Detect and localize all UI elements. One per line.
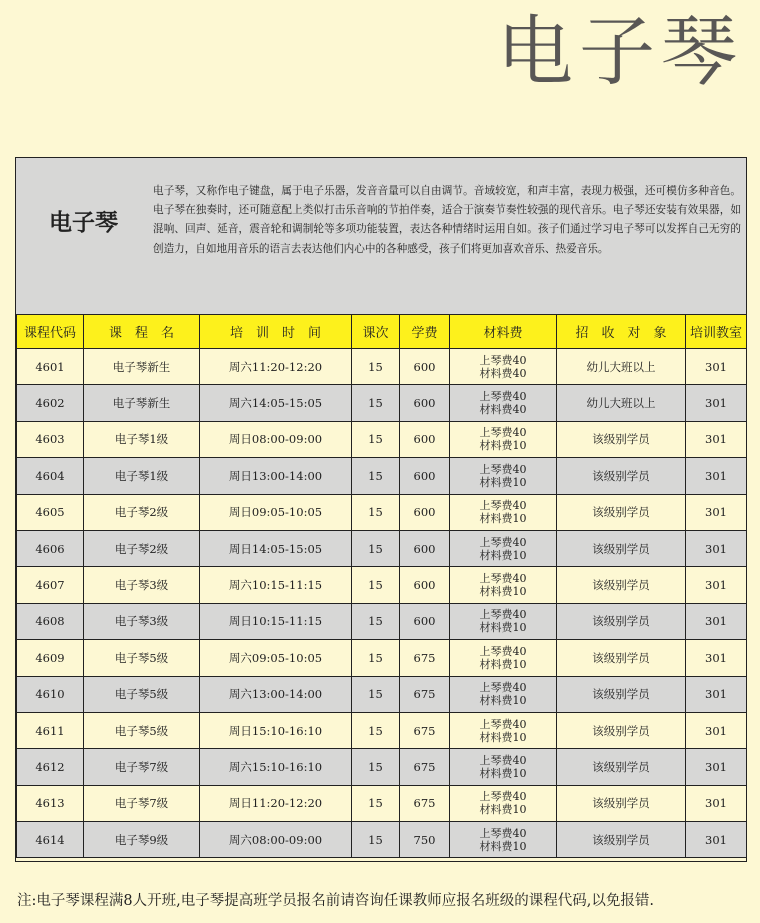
cell-tuition: 600	[400, 458, 450, 494]
cell-course-code: 4607	[17, 567, 84, 603]
table-row	[17, 603, 747, 639]
cell-course-name: 电子琴5级	[84, 676, 200, 712]
cell-material-fee	[450, 385, 557, 421]
cell-tuition: 600	[400, 567, 450, 603]
intro-description: 电子琴，又称作电子键盘，属于电子乐器，发音音量可以自由调节。音域较宽，和声丰富，表现力极强，还可模仿多种音色。电子琴在独奏时，还可随意配上类似打击乐音响的节拍伴奏，适合于演奏节奏性较强的现代音乐。电子琴还安装有效果器，如混响、回声、延音，震音轮和调制轮等多项功能装置，表达各种情绪时运用自如。孩子们通过学习电子琴可以发挥自己无穷的创造力，自如地用音乐的语言去表达他们内心中的各种感受，孩子们将更加喜欢音乐、热爱音乐。	[153, 185, 741, 255]
cell-classroom: 301	[686, 421, 747, 457]
piano-fee-line: 上琴费40	[479, 826, 527, 840]
cell-tuition: 600	[400, 494, 450, 530]
material-fee-line: 材料费40	[479, 366, 527, 380]
cell-classroom: 301	[686, 822, 747, 858]
piano-fee-line: 上琴费40	[479, 426, 527, 440]
cell-target: 该级别学员	[557, 494, 686, 530]
table-header-row	[17, 315, 747, 349]
cell-training-time: 周日14:05-15:05	[200, 530, 352, 566]
cell-classroom: 301	[686, 458, 747, 494]
cell-training-time: 周六14:05-15:05	[200, 385, 352, 421]
table-row	[17, 385, 747, 421]
piano-fee-line: 上琴费40	[479, 608, 527, 622]
cell-course-name: 电子琴新生	[84, 349, 200, 385]
intro-section	[16, 158, 746, 315]
cell-classroom: 301	[686, 385, 747, 421]
cell-classroom: 301	[686, 603, 747, 639]
cell-training-time: 周六10:15-11:15	[200, 567, 352, 603]
table-row	[17, 785, 747, 821]
cell-course-code: 4603	[17, 421, 84, 457]
course-table	[16, 314, 747, 858]
piano-fee-line: 上琴费40	[479, 390, 527, 404]
cell-training-time: 周六11:20-12:20	[200, 349, 352, 385]
header-target: 招 收 对 象	[557, 315, 686, 349]
cell-sessions: 15	[352, 749, 400, 785]
cell-material-fee	[450, 458, 557, 494]
header-course-name: 课 程 名	[84, 315, 200, 349]
piano-fee-line: 上琴费40	[479, 717, 527, 731]
cell-target: 该级别学员	[557, 421, 686, 457]
material-fee-line: 材料费10	[479, 475, 527, 489]
cell-course-code: 4614	[17, 822, 84, 858]
piano-fee-line: 上琴费40	[479, 462, 527, 476]
cell-material-fee	[450, 712, 557, 748]
cell-course-name: 电子琴7级	[84, 749, 200, 785]
cell-sessions: 15	[352, 712, 400, 748]
table-body	[17, 349, 747, 858]
cell-material-fee	[450, 785, 557, 821]
material-fee-line: 材料费10	[479, 439, 527, 453]
cell-classroom: 301	[686, 567, 747, 603]
cell-classroom: 301	[686, 712, 747, 748]
course-panel	[15, 157, 747, 862]
table-row	[17, 421, 747, 457]
cell-course-code: 4613	[17, 785, 84, 821]
cell-material-fee	[450, 749, 557, 785]
cell-sessions: 15	[352, 676, 400, 712]
piano-fee-line: 上琴费40	[479, 753, 527, 767]
cell-course-name: 电子琴2级	[84, 494, 200, 530]
cell-sessions: 15	[352, 385, 400, 421]
footnote: 注:电子琴课程满8人开班,电子琴提高班学员报名前请咨询任课教师应报名班级的课程代码,以免报错.	[17, 893, 654, 909]
cell-training-time: 周日13:00-14:00	[200, 458, 352, 494]
cell-training-time: 周六13:00-14:00	[200, 676, 352, 712]
cell-material-fee	[450, 494, 557, 530]
material-fee-line: 材料费10	[479, 766, 527, 780]
header-classroom: 培训教室	[686, 315, 747, 349]
cell-tuition: 600	[400, 603, 450, 639]
table-row	[17, 567, 747, 603]
material-fee-line: 材料费10	[479, 585, 527, 599]
cell-classroom: 301	[686, 749, 747, 785]
cell-classroom: 301	[686, 640, 747, 676]
table-row	[17, 822, 747, 858]
cell-tuition: 675	[400, 785, 450, 821]
cell-target: 该级别学员	[557, 530, 686, 566]
material-fee-line: 材料费40	[479, 403, 527, 417]
piano-fee-line: 上琴费40	[479, 353, 527, 367]
cell-tuition: 600	[400, 349, 450, 385]
cell-target: 幼儿大班以上	[557, 385, 686, 421]
cell-target: 该级别学员	[557, 567, 686, 603]
cell-training-time: 周日15:10-16:10	[200, 712, 352, 748]
cell-training-time: 周日08:00-09:00	[200, 421, 352, 457]
cell-material-fee	[450, 640, 557, 676]
cell-sessions: 15	[352, 530, 400, 566]
cell-target: 该级别学员	[557, 749, 686, 785]
material-fee-line: 材料费10	[479, 803, 527, 817]
cell-course-name: 电子琴9级	[84, 822, 200, 858]
cell-course-code: 4611	[17, 712, 84, 748]
cell-training-time: 周六15:10-16:10	[200, 749, 352, 785]
table-row	[17, 640, 747, 676]
table-row	[17, 458, 747, 494]
cell-course-code: 4601	[17, 349, 84, 385]
cell-course-code: 4605	[17, 494, 84, 530]
cell-training-time: 周日11:20-12:20	[200, 785, 352, 821]
cell-tuition: 675	[400, 676, 450, 712]
cell-training-time: 周六08:00-09:00	[200, 822, 352, 858]
cell-material-fee	[450, 349, 557, 385]
cell-sessions: 15	[352, 494, 400, 530]
cell-course-code: 4604	[17, 458, 84, 494]
cell-target: 该级别学员	[557, 785, 686, 821]
cell-tuition: 675	[400, 640, 450, 676]
cell-sessions: 15	[352, 640, 400, 676]
material-fee-line: 材料费10	[479, 657, 527, 671]
cell-tuition: 600	[400, 530, 450, 566]
table-row	[17, 749, 747, 785]
cell-course-name: 电子琴2级	[84, 530, 200, 566]
cell-course-name: 电子琴3级	[84, 567, 200, 603]
cell-course-name: 电子琴5级	[84, 640, 200, 676]
cell-sessions: 15	[352, 785, 400, 821]
piano-fee-line: 上琴费40	[479, 790, 527, 804]
cell-target: 该级别学员	[557, 458, 686, 494]
piano-fee-line: 上琴费40	[479, 644, 527, 658]
header-sessions: 课次	[352, 315, 400, 349]
cell-classroom: 301	[686, 530, 747, 566]
header-training-time: 培 训 时 间	[200, 315, 352, 349]
cell-sessions: 15	[352, 421, 400, 457]
cell-classroom: 301	[686, 676, 747, 712]
cell-target: 该级别学员	[557, 822, 686, 858]
cell-course-name: 电子琴7级	[84, 785, 200, 821]
cell-sessions: 15	[352, 603, 400, 639]
cell-course-name: 电子琴新生	[84, 385, 200, 421]
cell-classroom: 301	[686, 349, 747, 385]
cell-course-name: 电子琴3级	[84, 603, 200, 639]
cell-sessions: 15	[352, 567, 400, 603]
cell-course-name: 电子琴5级	[84, 712, 200, 748]
material-fee-line: 材料费10	[479, 621, 527, 635]
cell-course-code: 4602	[17, 385, 84, 421]
piano-fee-line: 上琴费40	[479, 572, 527, 586]
cell-material-fee	[450, 822, 557, 858]
intro-heading: 电子琴	[49, 210, 118, 236]
page-title: 电子琴	[497, 7, 743, 96]
cell-sessions: 15	[352, 458, 400, 494]
cell-target: 该级别学员	[557, 640, 686, 676]
cell-target: 该级别学员	[557, 712, 686, 748]
cell-sessions: 15	[352, 822, 400, 858]
cell-tuition: 675	[400, 712, 450, 748]
piano-fee-line: 上琴费40	[479, 499, 527, 513]
cell-tuition: 600	[400, 385, 450, 421]
header-material-fee: 材料费	[450, 315, 557, 349]
cell-target: 该级别学员	[557, 603, 686, 639]
piano-fee-line: 上琴费40	[479, 681, 527, 695]
cell-course-code: 4610	[17, 676, 84, 712]
cell-course-code: 4609	[17, 640, 84, 676]
table-row	[17, 349, 747, 385]
cell-course-name: 电子琴1级	[84, 421, 200, 457]
cell-tuition: 600	[400, 421, 450, 457]
table-row	[17, 530, 747, 566]
material-fee-line: 材料费10	[479, 694, 527, 708]
cell-sessions: 15	[352, 349, 400, 385]
cell-target: 幼儿大班以上	[557, 349, 686, 385]
table-row	[17, 494, 747, 530]
table-row	[17, 676, 747, 712]
header-tuition: 学费	[400, 315, 450, 349]
cell-target: 该级别学员	[557, 676, 686, 712]
header-course-code: 课程代码	[17, 315, 84, 349]
cell-material-fee	[450, 421, 557, 457]
cell-classroom: 301	[686, 785, 747, 821]
material-fee-line: 材料费10	[479, 730, 527, 744]
cell-tuition: 675	[400, 749, 450, 785]
table-row	[17, 712, 747, 748]
cell-material-fee	[450, 676, 557, 712]
cell-classroom: 301	[686, 494, 747, 530]
cell-course-name: 电子琴1级	[84, 458, 200, 494]
cell-course-code: 4612	[17, 749, 84, 785]
material-fee-line: 材料费10	[479, 548, 527, 562]
cell-training-time: 周日10:15-11:15	[200, 603, 352, 639]
cell-training-time: 周日09:05-10:05	[200, 494, 352, 530]
cell-material-fee	[450, 530, 557, 566]
cell-course-code: 4608	[17, 603, 84, 639]
cell-material-fee	[450, 567, 557, 603]
piano-fee-line: 上琴费40	[479, 535, 527, 549]
material-fee-line: 材料费10	[479, 512, 527, 526]
cell-course-code: 4606	[17, 530, 84, 566]
material-fee-line: 材料费10	[479, 839, 527, 853]
cell-training-time: 周六09:05-10:05	[200, 640, 352, 676]
cell-material-fee	[450, 603, 557, 639]
cell-tuition: 750	[400, 822, 450, 858]
